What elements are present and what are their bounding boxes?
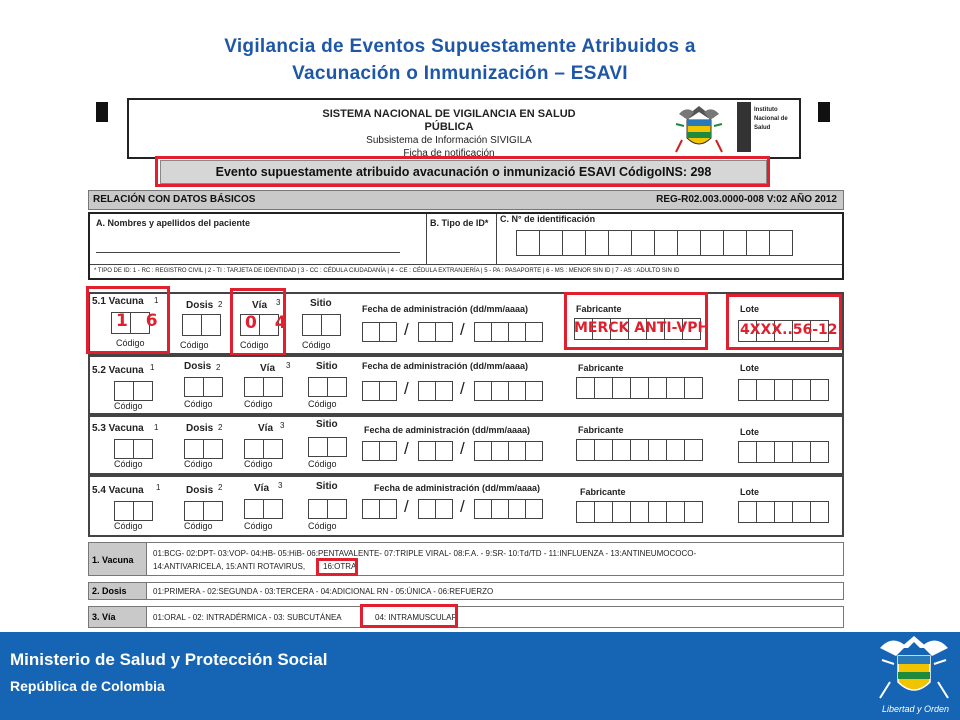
admin-date-day[interactable] — [362, 441, 396, 461]
ins-s-icon — [737, 102, 751, 152]
manufacturer-field[interactable] — [576, 377, 702, 399]
relation-label: RELACIÓN CON DATOS BÁSICOS — [93, 194, 256, 205]
form-header-text — [299, 108, 599, 160]
vaccine-row-label: 5.4 Vacuna — [92, 485, 144, 496]
ins-logo-text: Instituto Nacional de Salud — [754, 107, 788, 131]
vaccine-row-label: 5.2 Vacuna — [92, 365, 144, 376]
vaccine-code-value: 1 6 — [116, 311, 164, 331]
admin-date-month[interactable] — [418, 381, 452, 401]
system-name: SISTEMA NACIONAL DE VIGILANCIA EN SALUD PÚBLICA — [322, 108, 576, 133]
vaccine-code-field[interactable] — [114, 439, 152, 459]
vaccine-row-5-3: 5.3 Vacuna 1 Código Dosis 2 Código Vía 3 Código Sitio Código Fecha de administración (dd/mm/aaaa) / / Fabricante Lote — [88, 415, 844, 475]
legend-route — [88, 606, 844, 628]
legend-dose — [88, 582, 844, 600]
admin-date-year[interactable] — [474, 499, 542, 519]
admin-date-year[interactable] — [474, 441, 542, 461]
form-header — [127, 98, 801, 159]
relation-bar — [88, 190, 844, 210]
id-type-label: B. Tipo de ID* — [430, 218, 489, 228]
lot-value: 4XXX..56-12 — [740, 322, 838, 338]
legend-highlight-text: 04: INTRAMUSCULAR — [375, 613, 458, 622]
admin-date-year[interactable] — [474, 322, 542, 342]
legend-tag: 2. Dosis — [89, 583, 147, 599]
legend-tag: 1. Vacuna — [89, 543, 147, 575]
patient-name-label: A. Nombres y apellidos del paciente — [96, 218, 251, 228]
sheet-name: Ficha de notificación — [403, 148, 495, 159]
notification-form — [82, 96, 850, 632]
legend-text: 01:BCG- 02:DPT- 03:VOP- 04:HB- 05:HiB- 06:PENTAVALENTE- 07:TRIPLE VIRAL- 08:F.A. - 9:SR- 10:Td/TD - 11:INFLUENZA - 13:ANTINEUMOCOCO- — [153, 549, 697, 558]
legend-vaccine — [88, 542, 844, 576]
route-code-field[interactable] — [244, 377, 282, 397]
dose-code-field[interactable] — [184, 439, 222, 459]
admin-date-year[interactable] — [474, 381, 542, 401]
footer-bar — [0, 632, 960, 720]
site-code-field[interactable] — [308, 437, 346, 457]
legend-tag: 3. Vía — [89, 607, 147, 627]
site-code-field[interactable] — [308, 377, 346, 397]
site-code-field[interactable] — [302, 314, 340, 336]
manufacturer-field[interactable] — [576, 501, 702, 523]
vaccine-row-5-4: 5.4 Vacuna 1 Código Dosis 2 Código Vía 3 Código Sitio Código Fecha de administración (dd/mm/aaaa) / / Fabricante Lote — [88, 475, 844, 537]
admin-date-day[interactable] — [362, 322, 396, 342]
route-code-field[interactable] — [244, 439, 282, 459]
colombia-coat-of-arms-icon — [674, 104, 724, 156]
lot-field[interactable] — [738, 379, 828, 401]
form-code: REG-R02.003.0000-008 V:02 AÑO 2012 — [656, 194, 837, 205]
republic-name: República de Colombia — [10, 678, 165, 694]
manufacturer-highlight — [564, 292, 708, 350]
admin-date-month[interactable] — [418, 499, 452, 519]
lot-highlight — [726, 294, 842, 350]
registration-mark-left — [96, 102, 108, 122]
ins-logo — [737, 100, 799, 156]
slide-title — [0, 33, 920, 87]
id-type-note: * TIPO DE ID: 1 - RC : REGISTRO CIVIL | 2 - TI : TARJETA DE IDENTIDAD | 3 - CC : CÉDULA CIUDADANÍA | 4 - CE : CÉDULA EXTRANJERÍA | 5 - PA : PASAPORTE | 6 - MS : MENOR SIN ID | 7 - AS : ADULTO SIN ID — [94, 268, 680, 274]
vaccine-code-field[interactable] — [114, 381, 152, 401]
admin-date-day[interactable] — [362, 381, 396, 401]
subsystem-name: Subsistema de Información SIVIGILA — [366, 135, 532, 146]
route-code-value: 0 4 — [245, 313, 293, 333]
admin-date-month[interactable] — [418, 441, 452, 461]
vaccine-row-label: 5.1 Vacuna — [92, 296, 144, 307]
vaccine-row-5-1: 5.1 Vacuna 1 1 6 Código Dosis 2 Código Vía 3 0 4 Código Sitio Código Fecha de administración (dd/mm/aaaa) / / Fabricante MERCK ANTI-VPH Lote 4XXX..56-12 — [88, 292, 844, 355]
dose-code-field[interactable] — [184, 501, 222, 521]
dose-code-field[interactable] — [184, 377, 222, 397]
vaccine-legend-highlight — [316, 558, 358, 576]
vaccine-code-field[interactable] — [114, 501, 152, 521]
route-code-field[interactable] — [244, 499, 282, 519]
event-title-bar: Evento supuestamente atribuido avacunación o inmunizació ESAVI CódigoINS: 298 — [160, 160, 767, 184]
vaccine-row-5-2: 5.2 Vacuna 1 Código Dosis 2 Código Vía 3 Código Sitio Código Fecha de administración (dd/mm/aaaa) / / Fabricante Lote — [88, 355, 844, 415]
route-legend-highlight — [360, 604, 458, 628]
admin-date-month[interactable] — [418, 322, 452, 342]
id-number-label: C. N° de identificación — [500, 214, 596, 224]
slide-title-line-1: Vigilancia de Eventos Supuestamente Atribuidos a — [224, 36, 696, 57]
legend-highlight-text: 16:OTRA — [323, 562, 357, 571]
lot-field[interactable] — [738, 501, 828, 523]
basic-data-section — [88, 212, 844, 280]
admin-date-day[interactable] — [362, 499, 396, 519]
vaccine-row-label: 5.3 Vacuna — [92, 423, 144, 434]
registration-mark-right — [818, 102, 830, 122]
lot-field[interactable] — [738, 441, 828, 463]
legend-text: 01:ORAL - 02: INTRADÉRMICA - 03: SUBCUTÁNEA — [153, 613, 342, 622]
legend-text: 01:PRIMERA - 02:SEGUNDA - 03:TERCERA - 04:ADICIONAL RN - 05:ÚNICA - 06:REFUERZO — [153, 587, 494, 596]
vaccine-highlight — [86, 286, 170, 354]
id-number-field[interactable] — [516, 230, 792, 256]
slide-title-line-2: Vacunación o Inmunización – ESAVI — [292, 63, 628, 84]
event-title-highlight — [155, 156, 770, 187]
ministry-name: Ministerio de Salud y Protección Social — [10, 650, 328, 669]
dose-code-field[interactable] — [182, 314, 220, 336]
legend-text-2: 14:ANTIVARICELA, 15:ANTI ROTAVIRUS, — [153, 562, 306, 571]
patient-name-field[interactable] — [96, 252, 400, 253]
manufacturer-field[interactable] — [576, 439, 702, 461]
manufacturer-value: MERCK ANTI-VPH — [574, 320, 710, 336]
route-highlight — [230, 288, 286, 356]
site-code-field[interactable] — [308, 499, 346, 519]
motto: Libertad y Orden — [882, 704, 950, 714]
